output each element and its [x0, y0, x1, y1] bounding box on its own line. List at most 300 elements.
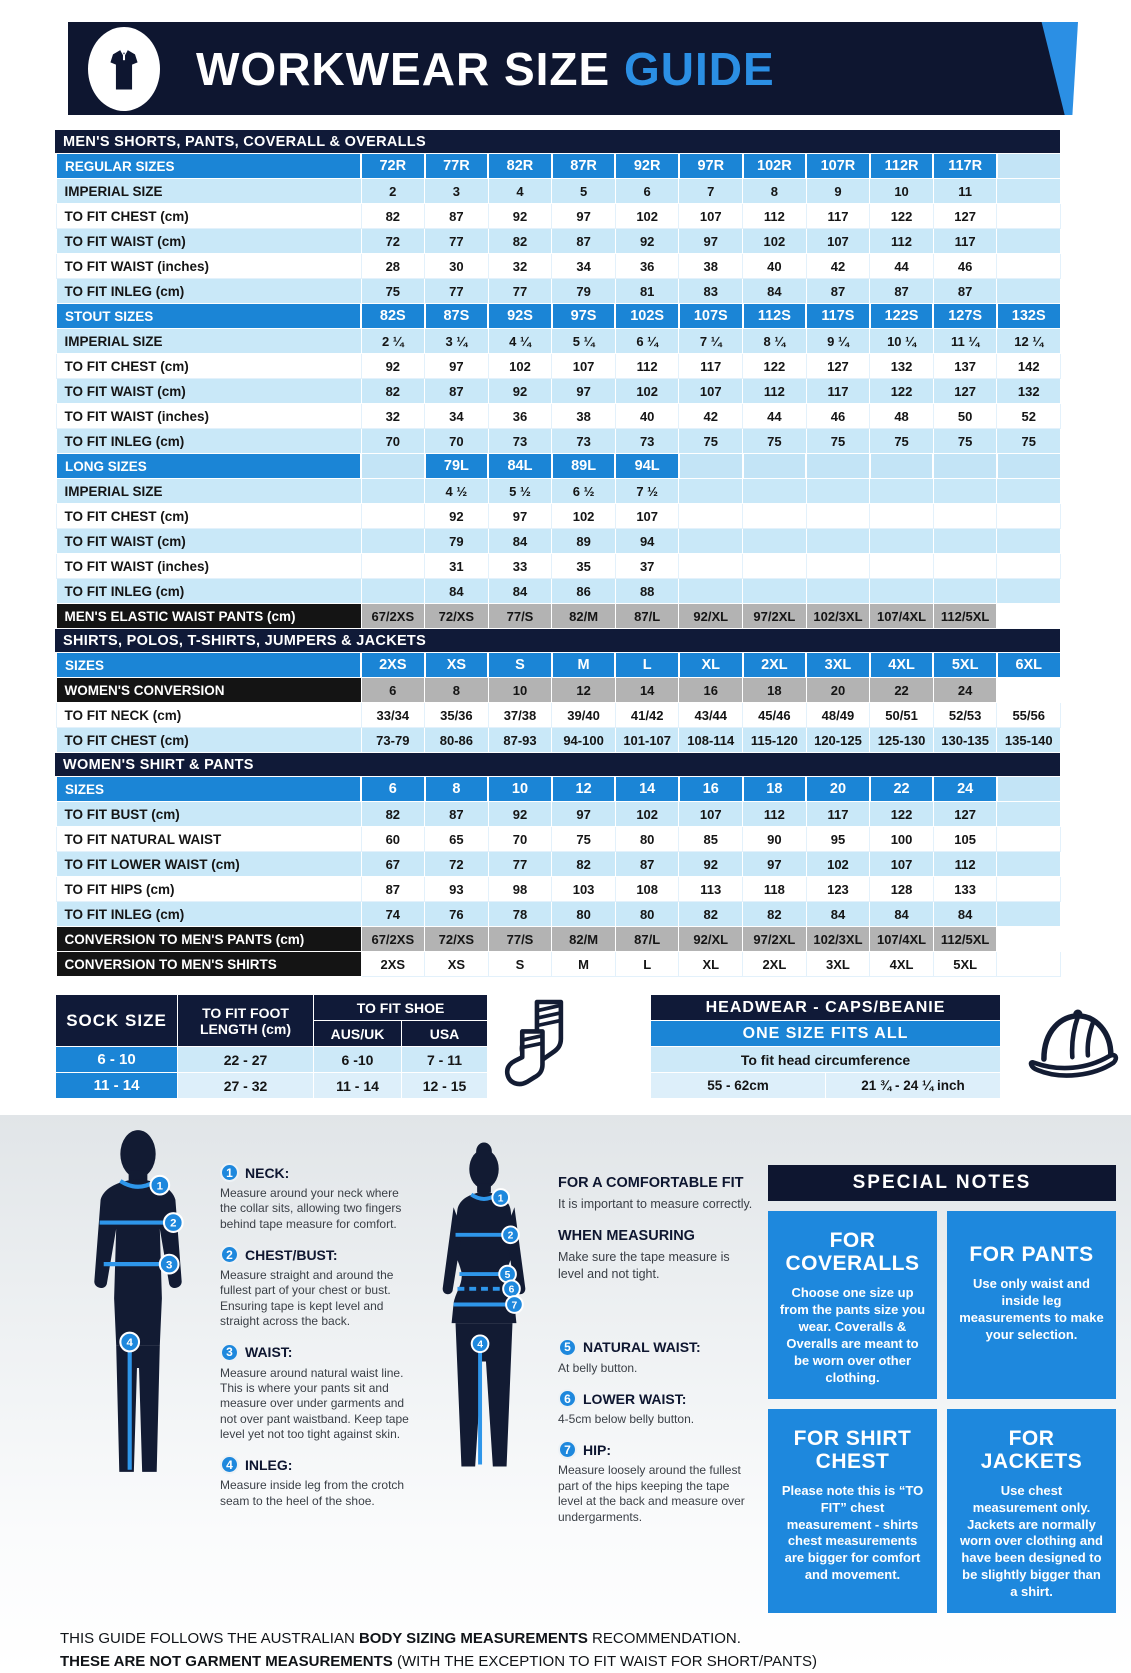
size-cell	[997, 504, 1061, 529]
size-cell: 16	[679, 777, 743, 802]
size-cell: 8	[743, 179, 807, 204]
step-badge: 1	[220, 1163, 239, 1182]
note-pants	[947, 1211, 1116, 1399]
size-cell: 70	[425, 429, 489, 454]
size-cell: 92	[679, 852, 743, 877]
size-cell	[361, 579, 425, 604]
size-cell: XS	[425, 952, 489, 977]
size-cell: 102S	[615, 304, 679, 329]
size-cell: 50/51	[870, 703, 934, 728]
size-cell	[997, 279, 1061, 304]
size-cell	[997, 877, 1061, 902]
size-cell: 11 ¼	[933, 329, 997, 354]
table-row	[56, 504, 1061, 529]
size-cell: 42	[679, 404, 743, 429]
headwear-cm: 55 - 62cm	[651, 1073, 826, 1099]
size-cell: 97/2XL	[743, 604, 807, 629]
size-cell: 77	[488, 852, 552, 877]
row-label: IMPERIAL SIZE	[56, 329, 361, 354]
size-cell: 7 ½	[615, 479, 679, 504]
female-instructions	[558, 1175, 754, 1538]
size-cell	[679, 504, 743, 529]
size-cell	[997, 902, 1061, 927]
size-cell: 125-130	[870, 728, 934, 753]
size-cell: 75	[870, 429, 934, 454]
table-row	[56, 404, 1061, 429]
size-cell: 107	[679, 802, 743, 827]
size-cell: 33/34	[361, 703, 425, 728]
size-cell: 82	[679, 902, 743, 927]
sock-size-cell: 22 - 27	[178, 1047, 314, 1073]
size-cell: 9 ¼	[806, 329, 870, 354]
size-cell: 16	[679, 678, 743, 703]
size-cell: 92	[425, 504, 489, 529]
table-row	[56, 329, 1061, 354]
size-cell: 18	[743, 777, 807, 802]
size-cell: 127	[933, 802, 997, 827]
size-cell: 117	[933, 229, 997, 254]
size-cell: 101-107	[615, 728, 679, 753]
size-cell: 77/S	[488, 927, 552, 952]
size-cell: 81	[615, 279, 679, 304]
table-row	[56, 254, 1061, 279]
size-cell: 84	[933, 902, 997, 927]
size-cell: 102	[615, 204, 679, 229]
size-cell: 130-135	[933, 728, 997, 753]
size-cell: 72	[361, 229, 425, 254]
size-cell: 92/XL	[679, 604, 743, 629]
size-cell: 97	[488, 504, 552, 529]
size-cell	[743, 454, 807, 479]
accessories-row	[55, 994, 1131, 1103]
note-body: Please note this is “TO FIT” chest measurement - shirts chest measurements are bigger for comfort and movement.	[781, 1482, 924, 1583]
size-cell: 112	[743, 379, 807, 404]
size-cell: 92	[615, 229, 679, 254]
step-badge: 6	[558, 1389, 577, 1408]
section-title-womens: WOMEN'S SHIRT & PANTS	[55, 753, 1060, 776]
instruction-title: NATURAL WAIST:	[583, 1339, 701, 1356]
row-label: TO FIT WAIST (cm)	[56, 379, 361, 404]
size-cell: 2XL	[743, 952, 807, 977]
size-cell: 103	[552, 877, 616, 902]
size-cell	[361, 454, 425, 479]
size-cell	[870, 504, 934, 529]
size-cell: 72/XS	[425, 927, 489, 952]
female-badge: 1	[497, 1193, 504, 1205]
note-title: FOR PANTS	[969, 1243, 1094, 1266]
size-cell: 4 ½	[425, 479, 489, 504]
size-cell: 72R	[361, 154, 425, 179]
size-cell: 117R	[933, 154, 997, 179]
size-cell: 105	[933, 827, 997, 852]
size-cell: 87	[806, 279, 870, 304]
size-cell: 4XL	[870, 952, 934, 977]
size-cell: 97/2XL	[743, 927, 807, 952]
size-cell: 112/5XL	[933, 604, 997, 629]
size-cell	[679, 454, 743, 479]
table-row	[56, 479, 1061, 504]
row-label: TO FIT NATURAL WAIST	[56, 827, 361, 852]
size-cell: 6	[361, 777, 425, 802]
size-cell: 20	[806, 777, 870, 802]
size-cell: M	[552, 653, 616, 678]
instruction-body: Measure straight and around the fullest part of your chest or bust. Ensuring tape is kept level and straight across the back.	[220, 1268, 394, 1329]
size-cell: 34	[425, 404, 489, 429]
size-cell: 87	[361, 877, 425, 902]
size-cell: 79	[425, 529, 489, 554]
size-cell: 87	[425, 802, 489, 827]
size-cell: 42	[806, 254, 870, 279]
size-cell: 20	[806, 678, 870, 703]
size-cell: 87	[615, 852, 679, 877]
size-cell: 4	[488, 179, 552, 204]
size-cell: 35	[552, 554, 616, 579]
womens-size-table	[55, 776, 1062, 977]
size-cell	[743, 479, 807, 504]
size-cell: 37	[615, 554, 679, 579]
size-cell: 97	[425, 354, 489, 379]
size-cell: 72	[425, 852, 489, 877]
size-cell: 122	[743, 354, 807, 379]
size-cell: 107	[615, 504, 679, 529]
size-cell	[361, 529, 425, 554]
size-cell: 24	[933, 678, 997, 703]
size-cell	[679, 554, 743, 579]
size-cell	[997, 604, 1061, 629]
size-cell	[997, 678, 1061, 703]
step-badge: 5	[558, 1338, 577, 1357]
size-cell: 112	[743, 204, 807, 229]
table-row	[56, 554, 1061, 579]
instruction-title: LOWER WAIST:	[583, 1390, 687, 1407]
size-cell: 102	[615, 379, 679, 404]
size-cell: 5XL	[933, 952, 997, 977]
size-cell: 107	[679, 379, 743, 404]
sock-subcol-usa: USA	[402, 1021, 488, 1047]
size-cell	[933, 529, 997, 554]
size-cell: 112/5XL	[933, 927, 997, 952]
size-cell: 44	[743, 404, 807, 429]
row-label: IMPERIAL SIZE	[56, 479, 361, 504]
size-cell: 87/L	[615, 927, 679, 952]
size-cell: 100	[870, 827, 934, 852]
size-cell: 87	[425, 379, 489, 404]
size-cell: 75	[997, 429, 1061, 454]
size-cell	[743, 579, 807, 604]
table-row	[56, 229, 1061, 254]
size-cell: 70	[361, 429, 425, 454]
size-cell: 102	[615, 802, 679, 827]
row-label: TO FIT WAIST (cm)	[56, 229, 361, 254]
size-cell: S	[488, 952, 552, 977]
row-label: TO FIT INLEG (cm)	[56, 279, 361, 304]
size-cell: 38	[552, 404, 616, 429]
size-cell: 6 ½	[552, 479, 616, 504]
size-cell: 6XL	[997, 653, 1061, 678]
size-cell: 36	[615, 254, 679, 279]
page-title-accent: GUIDE	[623, 42, 775, 95]
row-label: TO FIT BUST (cm)	[56, 802, 361, 827]
size-cell: 75	[361, 279, 425, 304]
headwear-title: HEADWEAR - CAPS/BEANIE	[651, 995, 1001, 1021]
size-cell: XS	[425, 653, 489, 678]
size-cell	[361, 479, 425, 504]
comfortable-fit-heading: FOR A COMFORTABLE FIT	[558, 1175, 744, 1191]
size-cell: 107	[870, 852, 934, 877]
table-row	[56, 304, 1061, 329]
size-cell: 84	[425, 579, 489, 604]
size-cell: 92R	[615, 154, 679, 179]
size-cell: 108-114	[679, 728, 743, 753]
size-cell: 65	[425, 827, 489, 852]
size-cell: 94	[615, 529, 679, 554]
size-cell: 82/M	[552, 604, 616, 629]
instruction-title: INLEG:	[245, 1456, 293, 1473]
size-cell	[870, 529, 934, 554]
size-cell	[933, 504, 997, 529]
footer-text: THIS GUIDE FOLLOWS THE AUSTRALIAN	[60, 1629, 359, 1647]
size-cell	[997, 777, 1061, 802]
size-cell: 82S	[361, 304, 425, 329]
row-label: CONVERSION TO MEN'S SHIRTS	[56, 952, 361, 977]
footer-text-bold: BODY SIZING MEASUREMENTS	[358, 1629, 588, 1647]
size-cell	[997, 927, 1061, 952]
size-cell: 12 ¼	[997, 329, 1061, 354]
row-label: TO FIT INLEG (cm)	[56, 429, 361, 454]
size-cell: 48/49	[806, 703, 870, 728]
size-cell: 74	[361, 902, 425, 927]
sock-col-size: SOCK SIZE	[56, 995, 178, 1047]
size-cell: 22	[870, 777, 934, 802]
sock-subcol-ausuk: AUS/UK	[314, 1021, 402, 1047]
size-cell: 84	[743, 279, 807, 304]
note-body: Use chest measurement only. Jackets are normally worn over clothing and have been designed to be slightly bigger than a shirt.	[959, 1482, 1103, 1600]
size-cell	[997, 254, 1061, 279]
instruction-lower-waist	[558, 1389, 754, 1427]
size-cell: 89L	[552, 454, 616, 479]
row-label: TO FIT LOWER WAIST (cm)	[56, 852, 361, 877]
size-cell: 94L	[615, 454, 679, 479]
size-cell: 92	[361, 354, 425, 379]
step-badge: 4	[220, 1455, 239, 1474]
size-cell: 5	[552, 179, 616, 204]
size-cell: 83	[679, 279, 743, 304]
size-cell: 10 ¼	[870, 329, 934, 354]
size-cell	[997, 579, 1061, 604]
size-cell: 107	[552, 354, 616, 379]
size-cell: 92	[488, 379, 552, 404]
size-cell: 97	[552, 204, 616, 229]
note-shirt-chest	[768, 1409, 937, 1613]
size-cell: 112	[615, 354, 679, 379]
size-cell: 122	[870, 802, 934, 827]
size-cell: 117	[806, 204, 870, 229]
size-cell	[997, 952, 1061, 977]
size-cell: 102	[552, 504, 616, 529]
instruction-title: HIP:	[583, 1441, 611, 1458]
when-measuring-heading: WHEN MEASURING	[558, 1228, 695, 1245]
size-cell: 89	[552, 529, 616, 554]
table-row	[56, 777, 1061, 802]
footer-text: RECOMMENDATION.	[587, 1629, 741, 1647]
size-cell: 12	[552, 777, 616, 802]
size-cell: 92	[488, 802, 552, 827]
size-cell: 2	[361, 179, 425, 204]
size-cell: 132	[870, 354, 934, 379]
row-label: TO FIT WAIST (inches)	[56, 254, 361, 279]
page-title-main: WORKWEAR SIZE	[196, 42, 611, 95]
instruction-waist	[220, 1343, 416, 1443]
size-cell: 102R	[743, 154, 807, 179]
size-cell	[806, 554, 870, 579]
size-cell: 55/56	[997, 703, 1061, 728]
instruction-chest	[220, 1245, 416, 1329]
size-cell: 11	[933, 179, 997, 204]
sock-size-cell: 12 - 15	[402, 1073, 488, 1099]
size-cell: 67/2XS	[361, 927, 425, 952]
measuring-section	[0, 1115, 1131, 1673]
size-cell: 76	[425, 902, 489, 927]
size-cell	[933, 579, 997, 604]
table-row	[56, 927, 1061, 952]
row-label: CONVERSION TO MEN'S PANTS (cm)	[56, 927, 361, 952]
size-cell: 102/3XL	[806, 604, 870, 629]
table-row	[56, 429, 1061, 454]
instruction-body: 4-5cm below belly button.	[558, 1412, 695, 1427]
male-badge: 4	[126, 1337, 133, 1350]
size-cell: 6 ¼	[615, 329, 679, 354]
table-row	[56, 952, 1061, 977]
size-cell: 9	[806, 179, 870, 204]
size-cell: 31	[425, 554, 489, 579]
size-cell: 87-93	[488, 728, 552, 753]
note-coveralls	[768, 1211, 937, 1399]
table-row	[56, 802, 1061, 827]
table-row	[56, 827, 1061, 852]
size-cell: 80	[615, 827, 679, 852]
size-cell: 82	[361, 802, 425, 827]
size-cell: 112	[743, 802, 807, 827]
polo-shirt-icon	[88, 27, 160, 111]
size-cell: 5 ¼	[552, 329, 616, 354]
footer-disclaimer	[60, 1627, 1131, 1673]
size-cell	[743, 504, 807, 529]
step-badge: 2	[220, 1245, 239, 1264]
size-cell: 48	[870, 404, 934, 429]
size-cell: 117S	[806, 304, 870, 329]
size-cell	[997, 852, 1061, 877]
row-label: TO FIT CHEST (cm)	[56, 204, 361, 229]
size-cell: L	[615, 653, 679, 678]
size-cell: 80	[552, 902, 616, 927]
instruction-natural-waist	[558, 1338, 754, 1376]
special-notes-title: SPECIAL NOTES	[768, 1165, 1116, 1201]
size-cell: 120-125	[806, 728, 870, 753]
size-cell: 94-100	[552, 728, 616, 753]
size-cell	[806, 454, 870, 479]
size-cell: 80	[615, 902, 679, 927]
size-cell: 107/4XL	[870, 927, 934, 952]
table-row	[56, 852, 1061, 877]
size-cell: 97	[679, 229, 743, 254]
size-cell: 84	[806, 902, 870, 927]
size-cell: 8	[425, 777, 489, 802]
size-cell	[806, 479, 870, 504]
size-cell: 73-79	[361, 728, 425, 753]
instruction-inleg	[220, 1455, 416, 1509]
size-cell: 97	[743, 852, 807, 877]
size-cell: 8 ¼	[743, 329, 807, 354]
size-cell: 77	[425, 229, 489, 254]
sock-size-cell: 11 - 14	[56, 1073, 178, 1099]
size-cell: 82	[361, 379, 425, 404]
footer-text-bold: THESE ARE NOT GARMENT MEASUREMENTS	[60, 1653, 393, 1671]
size-cell: 44	[870, 254, 934, 279]
size-cell	[870, 554, 934, 579]
step-badge: 7	[558, 1440, 577, 1459]
size-cell: 77/S	[488, 604, 552, 629]
size-cell: 2XS	[361, 952, 425, 977]
size-cell	[743, 529, 807, 554]
size-cell	[806, 579, 870, 604]
size-cell: 32	[361, 404, 425, 429]
male-instructions	[220, 1163, 416, 1522]
size-cell: 95	[806, 827, 870, 852]
sock-col-shoe: TO FIT SHOE	[314, 995, 488, 1021]
size-cell: 117	[806, 802, 870, 827]
size-cell: 107R	[806, 154, 870, 179]
size-cell: 10	[488, 777, 552, 802]
size-cell: 35/36	[425, 703, 489, 728]
instruction-body: Measure around natural waist line. This is where your pants sit and measure over under garments and not over pant waistband. Keep tape level yet not too tight against skin.	[220, 1365, 409, 1441]
size-cell: 14	[615, 777, 679, 802]
section-title-mens: MEN'S SHORTS, PANTS, COVERALL & OVERALLS	[55, 130, 1060, 153]
headwear-table	[650, 994, 1001, 1099]
size-cell: 82R	[488, 154, 552, 179]
step-badge: 3	[220, 1343, 239, 1362]
size-cell: L	[615, 952, 679, 977]
size-cell: 34	[552, 254, 616, 279]
page-title	[196, 42, 775, 96]
size-cell	[933, 454, 997, 479]
size-cell: XL	[679, 653, 743, 678]
size-cell: 45/46	[743, 703, 807, 728]
size-cell: 6	[615, 179, 679, 204]
size-cell: 86	[552, 579, 616, 604]
size-cell: 82	[552, 852, 616, 877]
size-cell: 24	[933, 777, 997, 802]
instruction-body: At belly button.	[558, 1360, 638, 1375]
size-cell: 52	[997, 404, 1061, 429]
size-cell	[870, 479, 934, 504]
table-row	[56, 354, 1061, 379]
size-cell: 127S	[933, 304, 997, 329]
table-row	[56, 1073, 488, 1099]
size-cell: 87	[933, 279, 997, 304]
size-cell: 5 ½	[488, 479, 552, 504]
female-badge: 6	[508, 1284, 515, 1296]
size-cell: 33	[488, 554, 552, 579]
size-cell: 3 ¼	[425, 329, 489, 354]
sock-size-cell: 27 - 32	[178, 1073, 314, 1099]
size-cell: 102/3XL	[806, 927, 870, 952]
size-cell: M	[552, 952, 616, 977]
size-cell: 22	[870, 678, 934, 703]
note-title: FOR COVERALLS	[785, 1229, 920, 1276]
size-cell: 122S	[870, 304, 934, 329]
size-cell: 52/53	[933, 703, 997, 728]
size-cell: 8	[425, 678, 489, 703]
